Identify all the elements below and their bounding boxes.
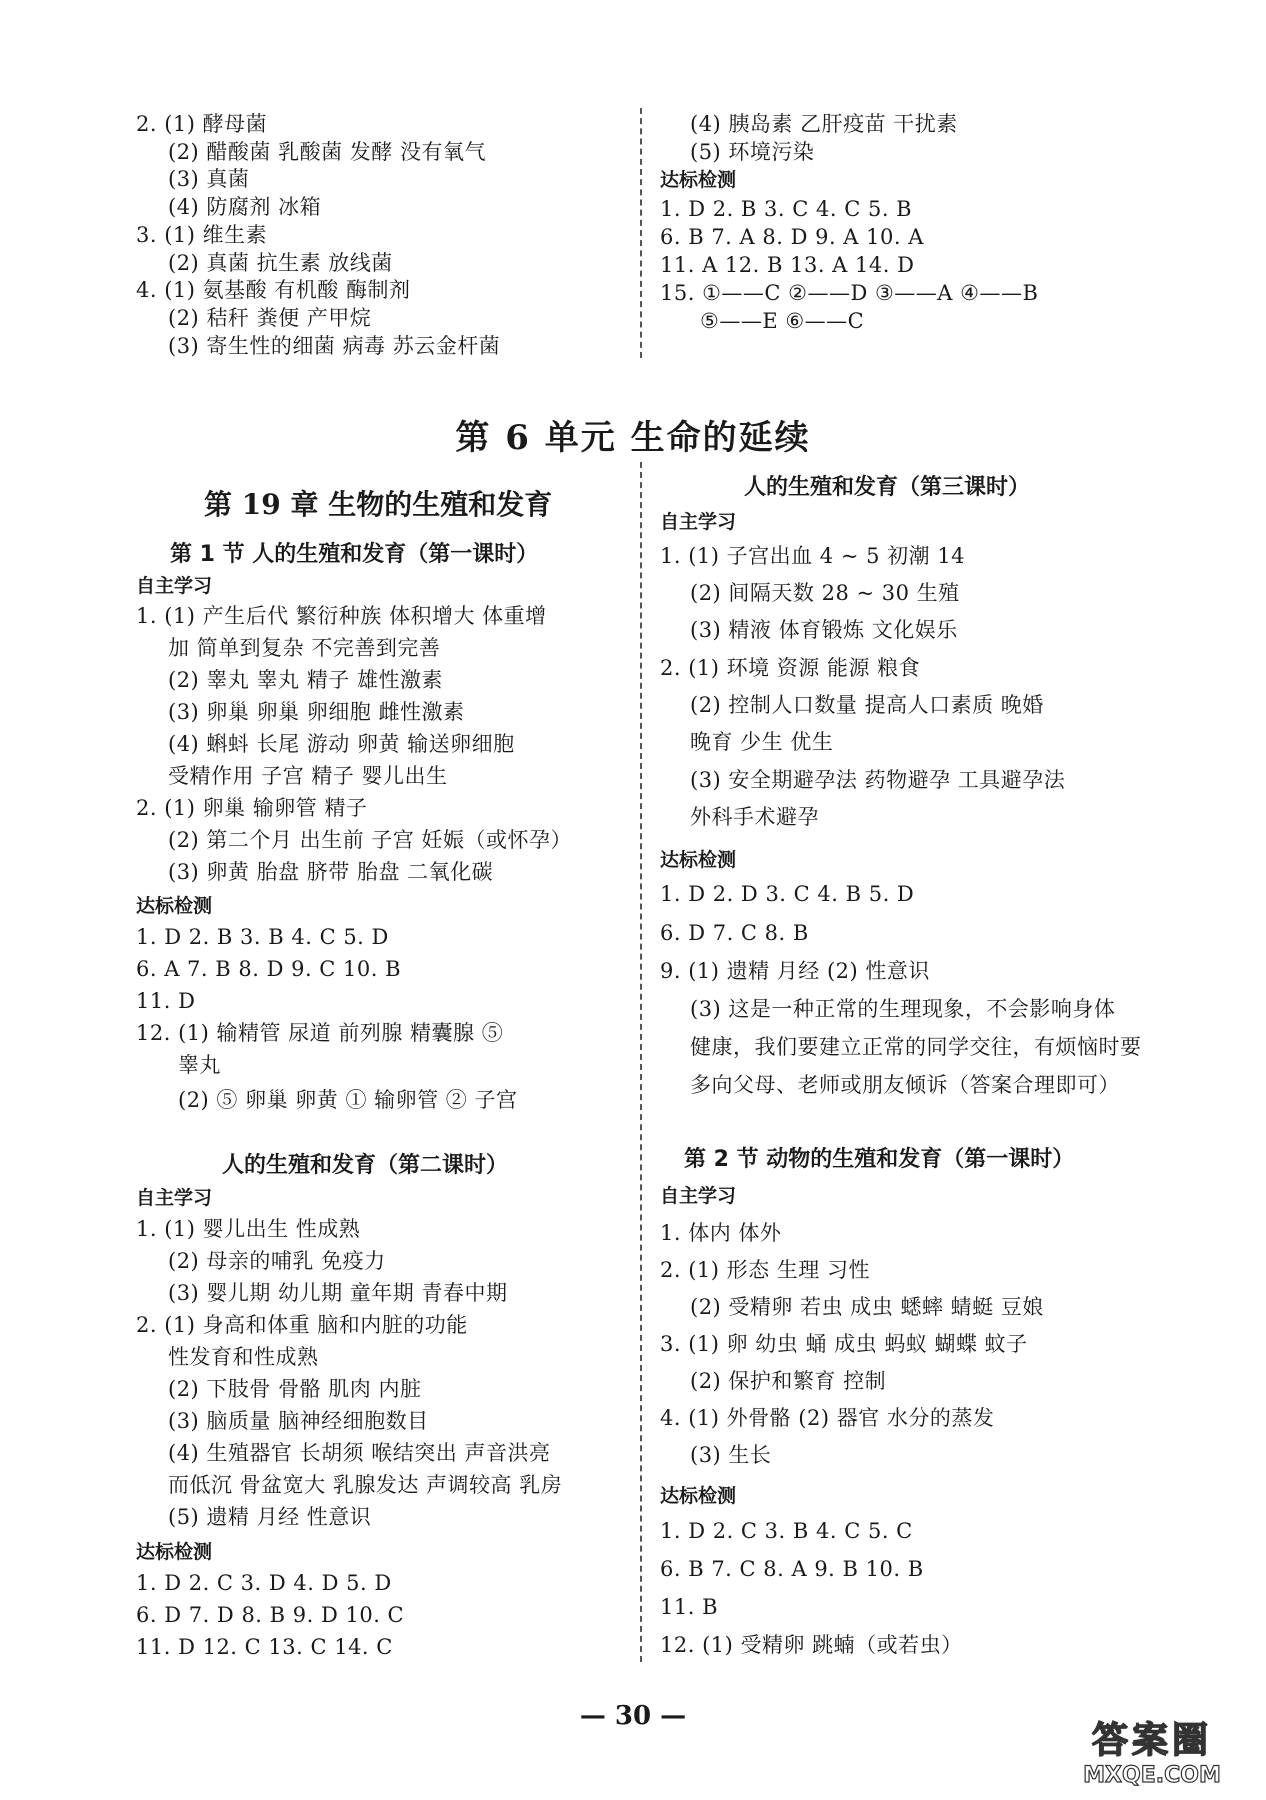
answer-line: (2) 真菌 抗生素 放线菌 [168,251,393,275]
answer-line: (3) 真菌 [168,167,250,191]
answer-line: (3) 卵黄 胎盘 脐带 胎盘 二氧化碳 [168,860,494,884]
answer-line: (3) 寄生性的细菌 病毒 苏云金杆菌 [168,334,501,358]
answer-line: 性发育和性成熟 [168,1345,319,1369]
answer-line: (3) 脑质量 脑神经细胞数目 [168,1409,429,1433]
answer-line: (4) 防腐剂 冰箱 [168,195,322,219]
answer-line: 外科手术避孕 [690,805,819,829]
answer-line: 11. A 12. B 13. A 14. D [660,253,915,277]
answer-line: (2) 第二个月 出生前 子宫 妊娠（或怀孕） [168,828,572,852]
answer-line: 1. D 2. B 3. B 4. C 5. D [136,925,389,949]
answer-line: (2) 秸秆 粪便 产甲烷 [168,306,372,330]
answer-line: 2. (1) 形态 生理 习性 [660,1258,870,1282]
answer-line: 加 简单到复杂 不完善到完善 [168,636,441,660]
page-number: — 30 — [579,1701,687,1731]
answer-line: 4. (1) 氨基酸 有机酸 酶制剂 [136,278,411,302]
answer-line: (2) 醋酸菌 乳酸菌 发酵 没有氧气 [168,140,486,164]
answer-line: 1. (1) 子宫出血 4 ~ 5 初潮 14 [660,544,966,568]
answer-line: 9. (1) 遗精 月经 (2) 性意识 [660,959,930,983]
lesson-title: 人的生殖和发育（第二课时） [222,1153,509,1178]
section-heading: 自主学习 [136,575,213,597]
answer-line: 1. D 2. C 3. B 4. C 5. C [660,1519,913,1543]
section-heading: 自主学习 [660,1185,737,1207]
answer-line: 3. (1) 卵 幼虫 蛹 成虫 蚂蚁 蝴蝶 蚊子 [660,1332,1028,1356]
answer-line: (3) 精液 体育锻炼 文化娱乐 [690,618,958,642]
watermark-title: 答案圈 [1091,1720,1212,1761]
lesson-title: 第 2 节 动物的生殖和发育（第一课时） [684,1147,1075,1172]
answer-line: 1. D 2. D 3. C 4. B 5. D [660,882,915,906]
answer-line: (3) 这是一种正常的生理现象，不会影响身体 [690,997,1116,1021]
answer-line: 1. 体内 体外 [660,1221,782,1245]
answer-line: 受精作用 子宫 精子 婴儿出生 [168,764,448,788]
answer-line: (2) 保护和繁育 控制 [690,1369,887,1393]
answer-line: (2) 间隔天数 28 ~ 30 生殖 [690,581,960,605]
answer-line: 2. (1) 酵母菌 [136,112,268,136]
answer-line: 晚育 少生 优生 [690,730,834,754]
answer-line: (2) 下肢骨 骨骼 肌肉 内脏 [168,1377,422,1401]
section-heading: 自主学习 [136,1187,213,1209]
answer-line: (4) 生殖器官 长胡须 喉结突出 声音洪亮 [168,1441,551,1465]
answer-line: 2. (1) 卵巢 输卵管 精子 [136,796,368,820]
section-heading: 自主学习 [660,511,737,533]
answer-line: (4) 胰岛素 乙肝疫苗 干扰素 [690,112,958,136]
column-divider [640,108,642,358]
answer-line: 15. ①——C ②——D ③——A ④——B [660,281,1039,305]
section-heading: 达标检测 [136,1541,213,1563]
answer-line: 11. D 12. C 13. C 14. C [136,1635,393,1659]
section-heading: 达标检测 [660,849,737,871]
lesson-title: 人的生殖和发育（第三课时） [744,475,1031,500]
answer-line: 6. B 7. C 8. A 9. B 10. B [660,1557,924,1581]
answer-line: 12. (1) 输精管 尿道 前列腺 精囊腺 ⑤ [136,1021,504,1045]
answer-line: 1. D 2. C 3. D 4. D 5. D [136,1571,392,1595]
answer-line: 6. B 7. A 8. D 9. A 10. A [660,225,924,249]
section-heading: 达标检测 [136,895,213,917]
answer-line: 1. D 2. B 3. C 4. C 5. B [660,197,913,221]
answer-line: (2) 受精卵 若虫 成虫 蟋蟀 蜻蜓 豆娘 [690,1295,1044,1319]
section-heading: 达标检测 [660,1485,737,1507]
answer-line: 6. D 7. D 8. B 9. D 10. C [136,1603,405,1627]
answer-line: (2) ⑤ 卵巢 卵黄 ① 输卵管 ② 子宫 [178,1088,518,1112]
answer-line: (4) 蝌蚪 长尾 游动 卵黄 输送卵细胞 [168,732,515,756]
answer-line: 11. D [136,989,196,1013]
unit-title: 第 6 单元 生命的延续 [455,418,811,458]
answer-line: 而低沉 骨盆宽大 乳腺发达 声调较高 乳房 [168,1473,563,1497]
answer-line: (2) 控制人口数量 提高人口素质 晚婚 [690,693,1044,717]
answer-line: (3) 婴儿期 幼儿期 童年期 青春中期 [168,1281,508,1305]
answer-line: 睾丸 [178,1053,221,1077]
answer-line: 多向父母、老师或朋友倾诉（答案合理即可） [690,1073,1120,1097]
answer-line: (5) 环境污染 [690,140,815,164]
chapter-title: 第 19 章 生物的生殖和发育 [204,488,553,521]
answer-line: 6. D 7. C 8. B [660,921,809,945]
answer-line: (3) 卵巢 卵巢 卵细胞 雌性激素 [168,700,465,724]
section-heading: 达标检测 [660,169,737,191]
answer-line: 6. A 7. B 8. D 9. C 10. B [136,957,402,981]
watermark-url: MXQE.COM [1083,1763,1221,1788]
answer-line: 11. B [660,1595,719,1619]
answer-line: 3. (1) 维生素 [136,223,268,247]
answer-line: (5) 遗精 月经 性意识 [168,1505,372,1529]
answer-line: (2) 睾丸 睾丸 精子 雄性激素 [168,668,443,692]
answer-line: (3) 生长 [690,1443,772,1467]
lesson-title: 第 1 节 人的生殖和发育（第一课时） [170,542,539,567]
answer-line: (3) 安全期避孕法 药物避孕 工具避孕法 [690,768,1066,792]
answer-line: 2. (1) 环境 资源 能源 粮食 [660,656,921,680]
answer-line: ⑤——E ⑥——C [700,309,865,333]
answer-line: 健康，我们要建立正常的同学交往，有烦恼时要 [690,1035,1142,1059]
answer-line: 4. (1) 外骨骼 (2) 器官 水分的蒸发 [660,1406,995,1430]
answer-line: (2) 母亲的哺乳 免疫力 [168,1249,386,1273]
answer-line: 1. (1) 婴儿出生 性成熟 [136,1217,361,1241]
watermark-logo [1054,1720,1250,1790]
answer-line: 1. (1) 产生后代 繁衍种族 体积增大 体重增 [136,604,547,628]
answer-line: 12. (1) 受精卵 跳蝻（或若虫） [660,1633,963,1657]
column-divider [640,462,642,1662]
answer-line: 2. (1) 身高和体重 脑和内脏的功能 [136,1313,468,1337]
